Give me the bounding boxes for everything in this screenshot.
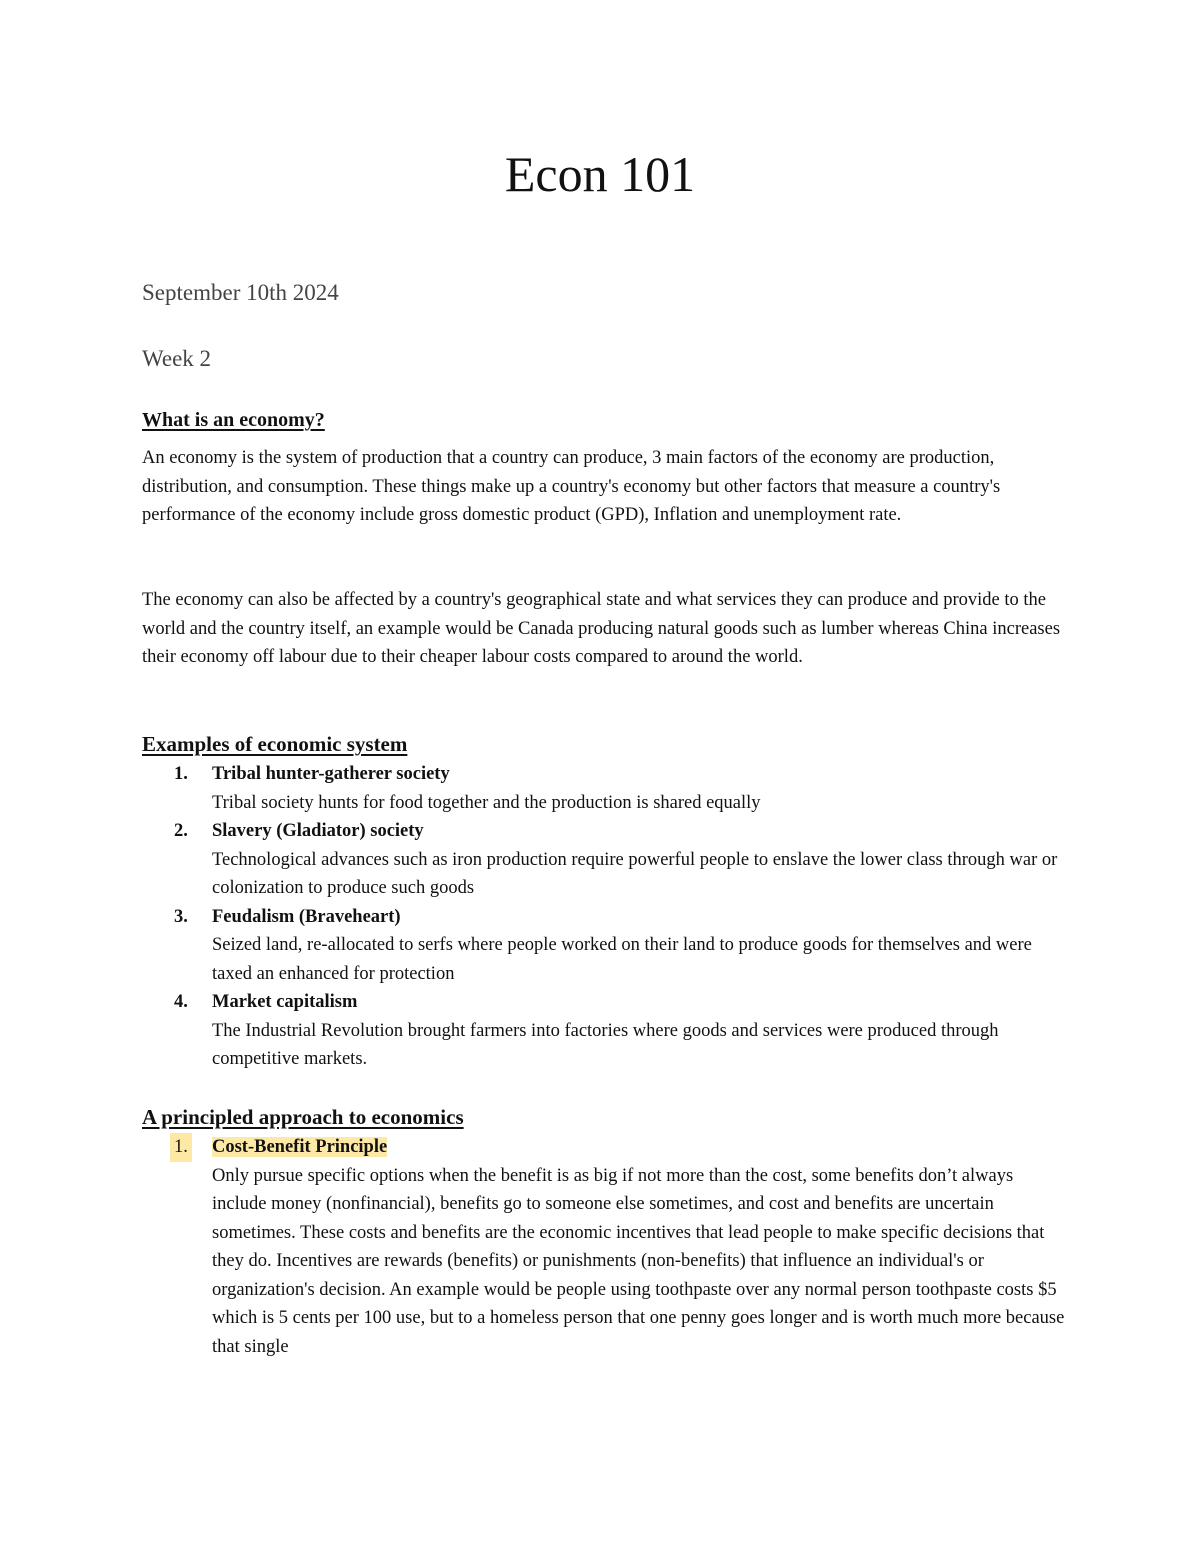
list-item xyxy=(142,817,1072,903)
document-title: Econ 101 xyxy=(504,146,696,202)
section-heading-economic-systems: Examples of economic system xyxy=(142,732,408,756)
paragraph-economy-geography: The economy can also be affected by a country's geographical state and what services they can produce and provide to the world and the country itself, an example would be Canada producing natural goods such as lumber whereas China increases their economy off labour due to their cheaper labour costs compared to around the world. xyxy=(142,590,1061,667)
list-item xyxy=(142,760,1072,817)
section-heading-principled-approach: A principled approach to economics xyxy=(142,1105,464,1129)
paragraph-economy-definition: An economy is the system of production that a country can produce, 3 main factors of the economy are production, distribution, and consumption. These things make up a country's economy but other factors that measure a country's performance of the economy include gross domestic product (GPD), Inflation and unemployment rate. xyxy=(142,448,1001,525)
economic-systems-list xyxy=(142,760,1072,1074)
list-item-title-wrapper xyxy=(212,1133,1072,1162)
list-item-body: Technological advances such as iron production require powerful people to enslave the lower class through war or colonization to produce such goods xyxy=(212,849,1058,898)
date-line: September 10th 2024 xyxy=(142,280,339,305)
highlighted-list-item-title: Cost-Benefit Principle xyxy=(212,1137,388,1157)
list-item-body: Seized land, re-allocated to serfs where people worked on their land to produce goods for themselves and were taxed an enhanced for protection xyxy=(212,935,1032,984)
list-item-title: Market capitalism xyxy=(212,992,358,1012)
section-heading-economy: What is an economy? xyxy=(142,409,325,431)
list-item xyxy=(142,988,1072,1074)
list-item-title: Feudalism (Braveheart) xyxy=(212,906,401,927)
list-item xyxy=(142,903,1072,989)
list-number: 2. xyxy=(174,821,188,841)
list-item-body: Only pursue specific options when the benefit is as big if not more than the cost, some benefits don’t always include money (nonfinancial), benefits go to someone else sometimes, and cost and benefits are uncertain sometimes. These costs and benefits are the economic incentives that lead people to make specific decisions that they do. Incentives are rewards (benefits) or punishments (non-benefits) that influence an individual's or organization's decision. An example would be people using toothpaste over any normal person toothpaste costs $5 which is 5 cents per 100 use, but to a homeless person that one penny goes longer and is worth much more because that single xyxy=(212,1165,1065,1357)
list-number: 1. xyxy=(174,764,188,784)
list-number: 4. xyxy=(174,992,188,1012)
list-number: 3. xyxy=(174,906,188,927)
list-item-title: Slavery (Gladiator) society xyxy=(212,821,424,841)
week-line: Week 2 xyxy=(142,346,212,371)
principles-list xyxy=(142,1133,1072,1361)
list-item-body: The Industrial Revolution brought farmers into factories where goods and services were produced through competitive markets. xyxy=(212,1020,999,1069)
list-number: 1. xyxy=(170,1133,192,1162)
list-item-body: Tribal society hunts for food together and the production is shared equally xyxy=(212,792,761,813)
list-item-title: Tribal hunter-gatherer society xyxy=(212,764,450,784)
list-item xyxy=(142,1133,1072,1361)
